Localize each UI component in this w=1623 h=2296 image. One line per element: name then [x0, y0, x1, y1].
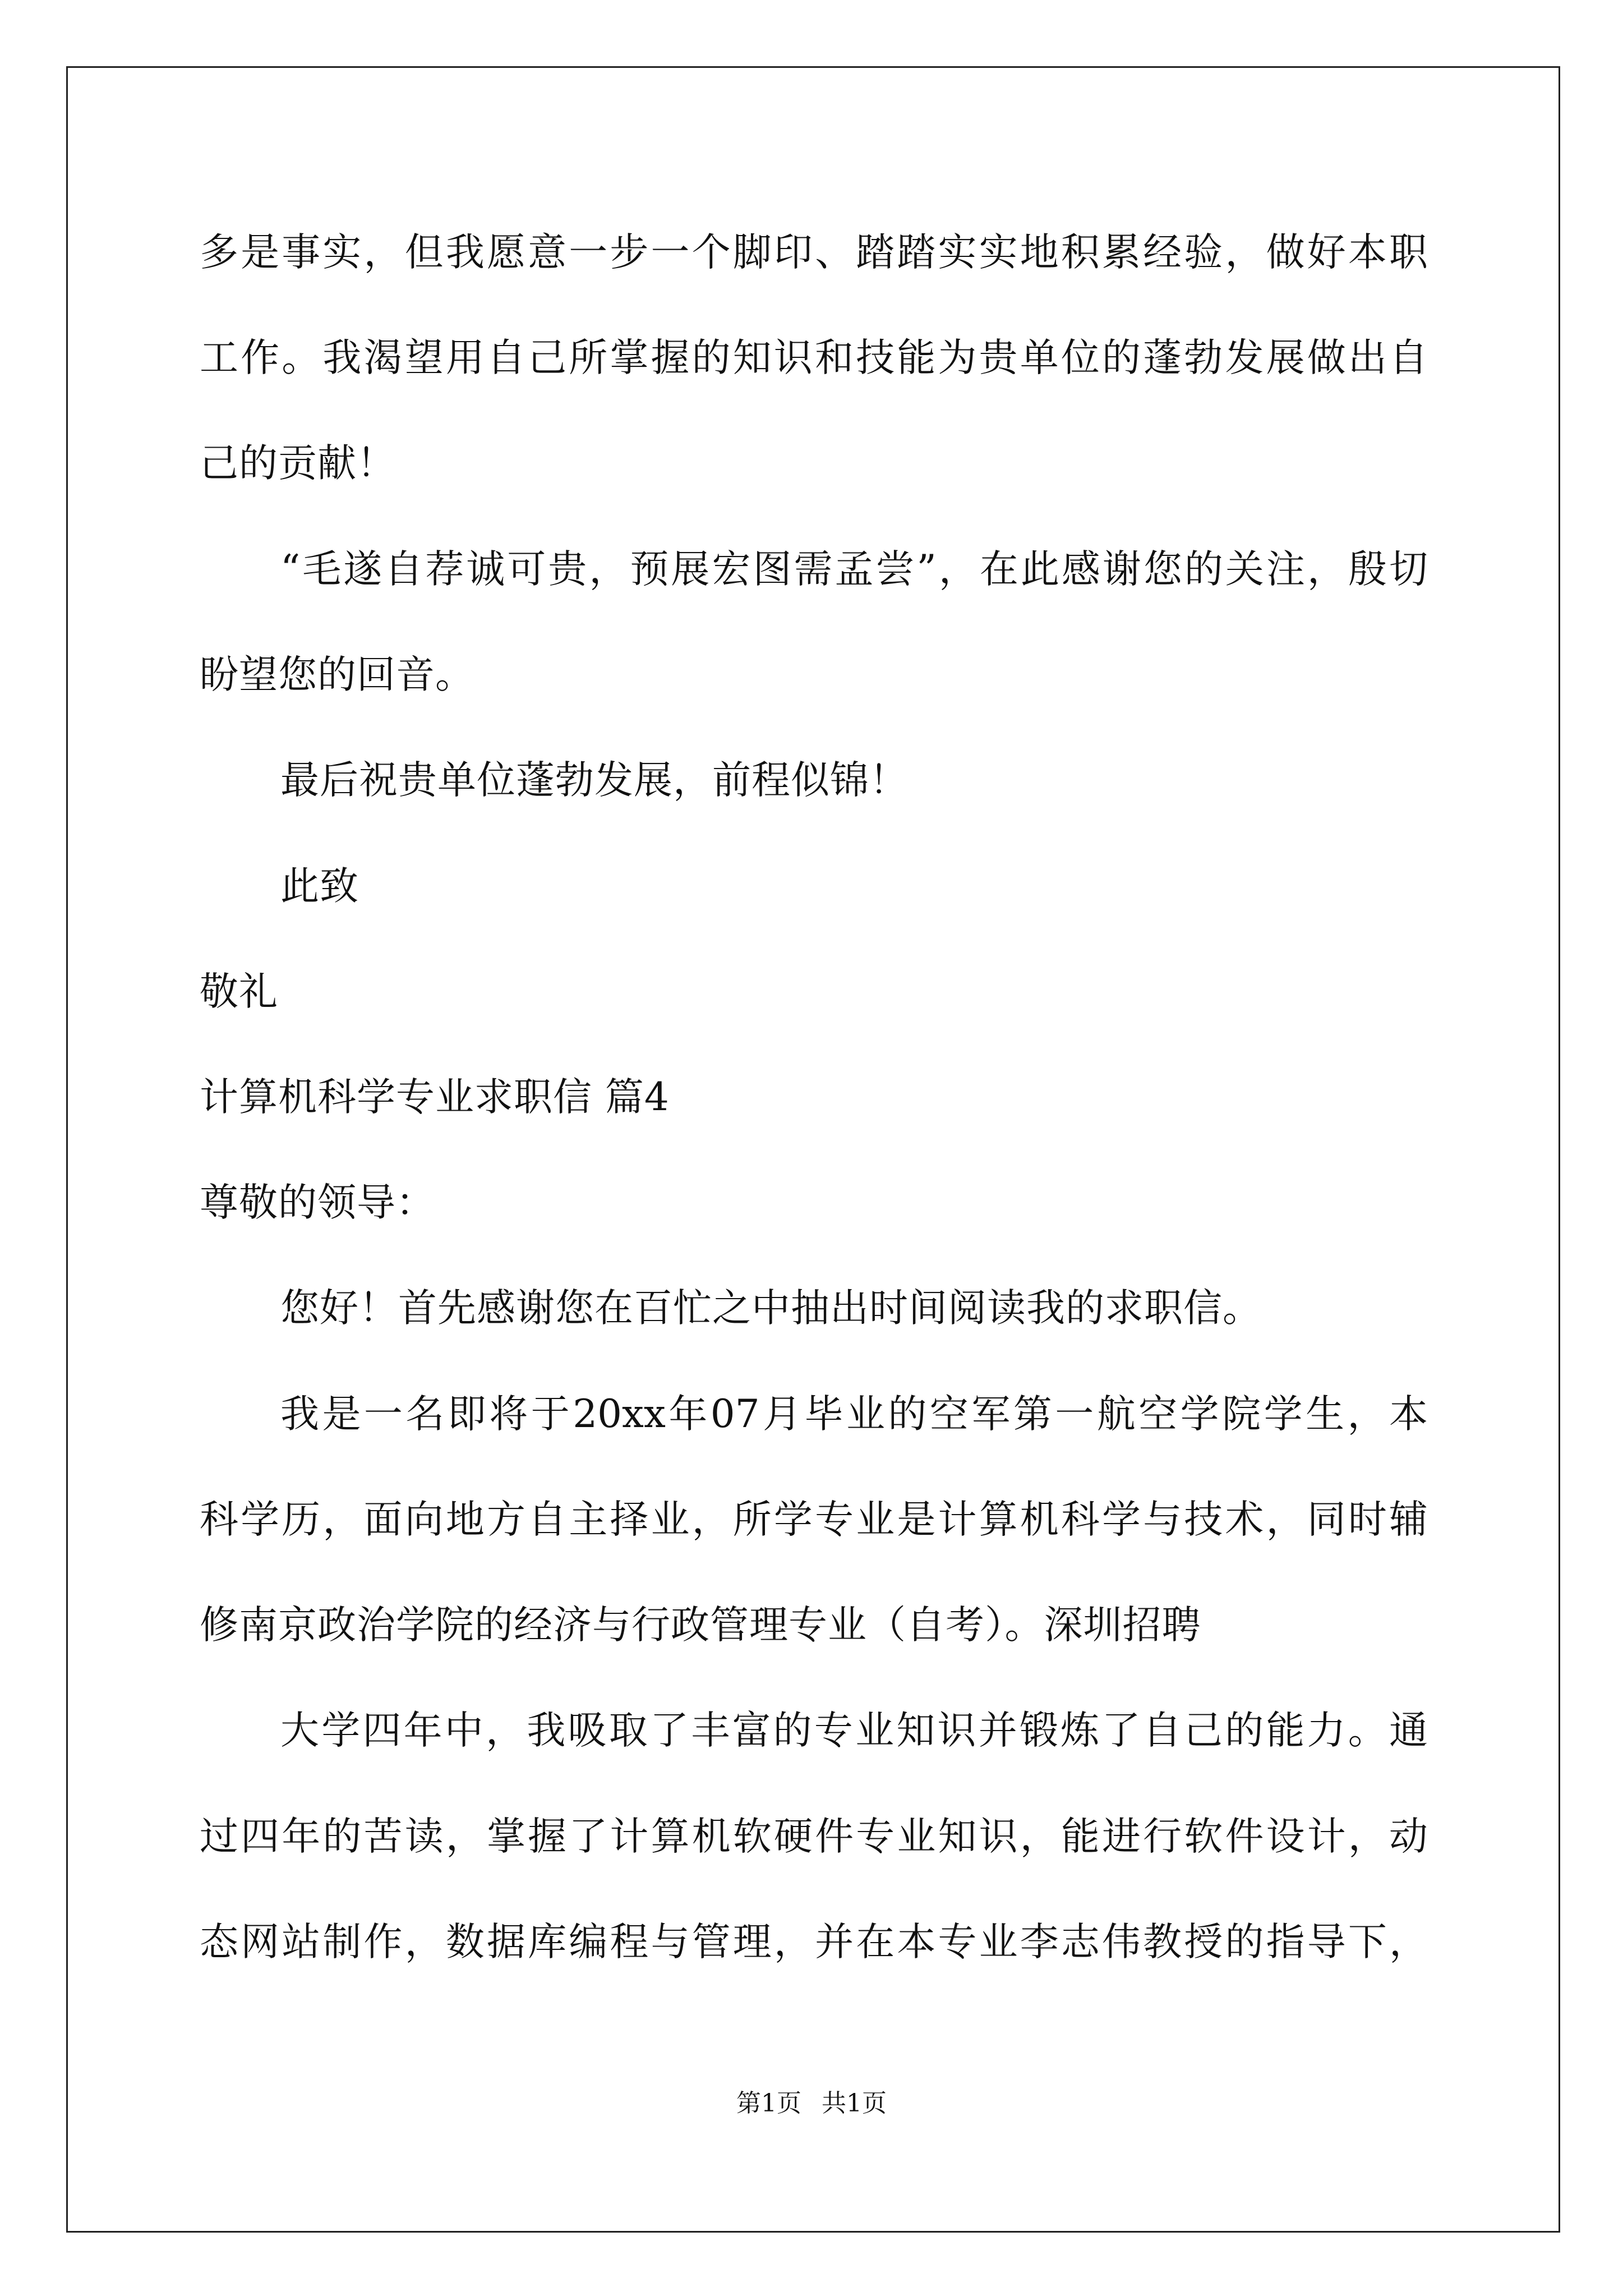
closing-salutation: 敬礼	[200, 969, 278, 1014]
paragraph-line: 最后祝贵单位蓬勃发展，前程似锦！	[280, 758, 909, 803]
page-total: 共1页	[822, 2089, 887, 2118]
page-border	[66, 66, 1560, 2233]
section-heading: 计算机科学专业求职信 篇4	[200, 1075, 670, 1120]
closing-line: 此致	[280, 864, 359, 909]
paragraph-line: 您好！首先感谢您在百忙之中抽出时间阅读我的求职信。	[280, 1286, 1262, 1331]
paragraph-line: 修南京政治学院的经济与行政管理专业（自考）。深圳招聘	[200, 1603, 1201, 1648]
greeting: 尊敬的领导：	[200, 1180, 435, 1225]
paragraph-line: 工作。我渴望用自己所掌握的知识和技能为贵单位的蓬勃发展做出自	[200, 335, 1428, 380]
paragraph-line: 己的贡献！	[200, 441, 396, 486]
paragraph-line: “毛遂自荐诚可贵，预展宏图需孟尝”，在此感谢您的关注，殷切	[280, 547, 1428, 592]
page-footer	[0, 2087, 1623, 2120]
paragraph-line: 过四年的苦读，掌握了计算机软硬件专业知识，能进行软件设计，动	[200, 1814, 1428, 1859]
paragraph-line: 科学历，面向地方自主择业，所学专业是计算机科学与技术，同时辅	[200, 1497, 1428, 1542]
paragraph-line: 盼望您的回音。	[200, 652, 474, 697]
paragraph-line: 我是一名即将于20xx年07月毕业的空军第一航空学院学生，本	[280, 1392, 1428, 1437]
paragraph-line: 态网站制作，数据库编程与管理，并在本专业李志伟教授的指导下，	[200, 1920, 1428, 1964]
paragraph-line: 大学四年中，我吸取了丰富的专业知识并锻炼了自己的能力。通	[280, 1708, 1428, 1753]
paragraph-line: 多是事实，但我愿意一步一个脚印、踏踏实实地积累经验，做好本职	[200, 230, 1428, 275]
page-number: 第1页	[736, 2089, 801, 2118]
